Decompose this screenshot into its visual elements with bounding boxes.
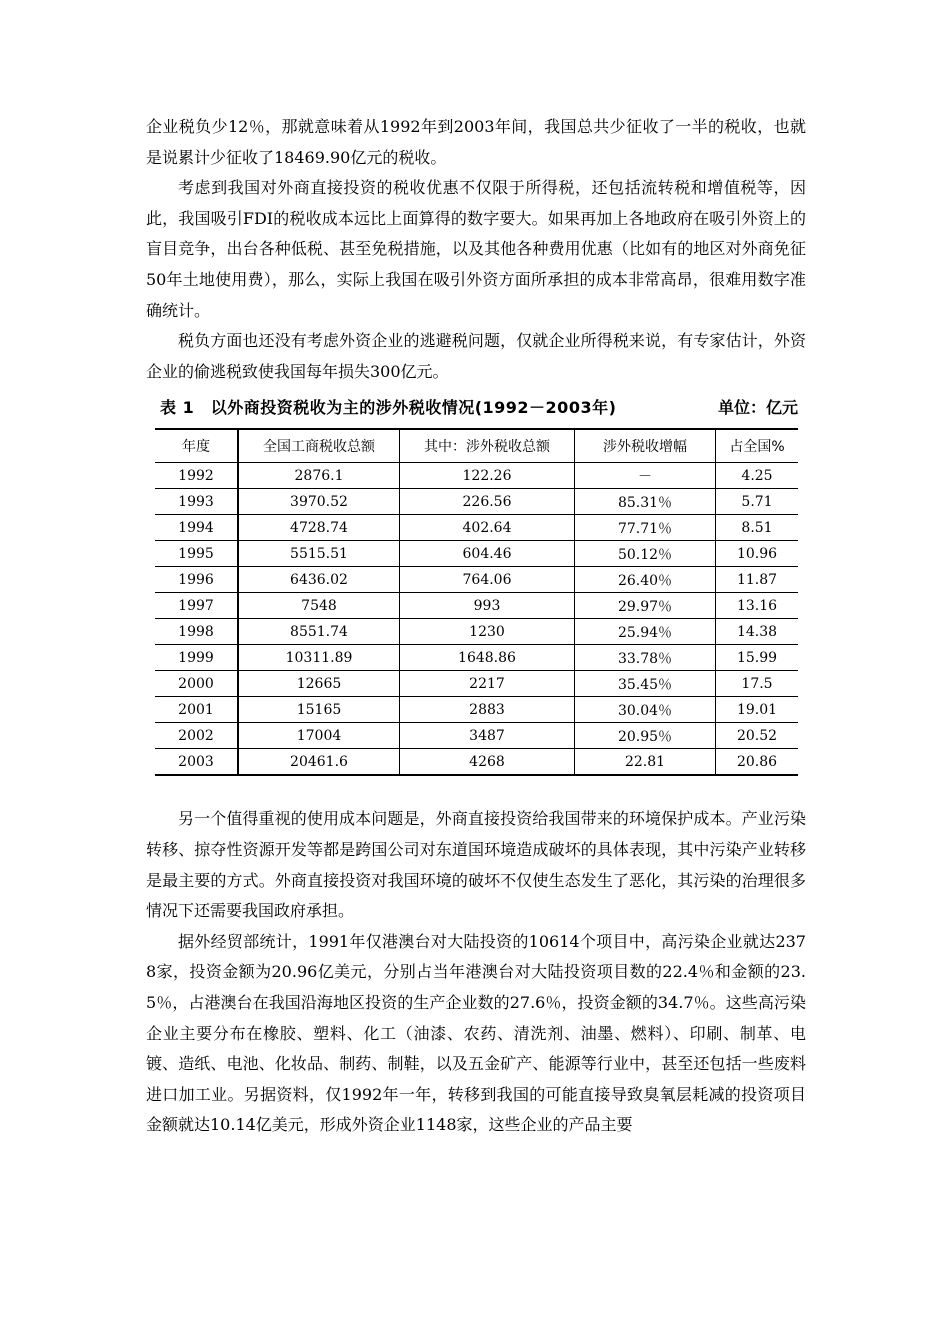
header-cell: 全国工商税收总额 [238,429,400,463]
table-cell: 35.45％ [575,671,716,697]
table-cell: 19.01 [716,697,799,723]
table-cell: 2883 [400,697,575,723]
table-cell: 3487 [400,723,575,749]
table-title: 表 1 以外商投资税收为主的涉外税收情况(1992－2003年) [160,398,617,418]
paragraph: 税负方面也还没有考虑外资企业的逃避税问题，仅就企业所得税来说，有专家估计，外资企业的偷逃税致使我国每年损失300亿元。 [146,331,806,381]
table-cell: 22.81 [575,749,716,776]
table-cell: 764.06 [400,567,575,593]
table-row [155,723,798,749]
table-cell: 30.04％ [575,697,716,723]
table-cell: 2217 [400,671,575,697]
header-cell: 年度 [155,429,238,463]
table-cell: 15.99 [716,645,799,671]
table-cell: 4728.74 [238,515,400,541]
table-cell: 2001 [155,697,238,723]
table-row [155,671,798,697]
table-cell: 226.56 [400,489,575,515]
table-cell: 17.5 [716,671,799,697]
body-text-before-table [146,112,806,387]
table-cell: 7548 [238,593,400,619]
table-cell: 2002 [155,723,238,749]
table-row [155,619,798,645]
table-caption [146,395,806,418]
table-cell: 20.52 [716,723,799,749]
table-cell: 77.71％ [575,515,716,541]
paragraph: 另一个值得重视的使用成本问题是，外商直接投资给我国带来的环境保护成本。产业污染转移、掠夺性资源开发等都是跨国公司对东道国环境造成破坏的具体表现，其中污染产业转移是最主要的方式。外商直接投资对我国环境的破坏不仅使生态发生了恶化，其污染的治理很多情况下还需要我国政府承担。 [146,809,806,921]
table-cell: 26.40％ [575,567,716,593]
table-cell: 122.26 [400,463,575,489]
table-row [155,567,798,593]
table-row [155,515,798,541]
table-cell: 1995 [155,541,238,567]
table-cell: 17004 [238,723,400,749]
header-cell: 涉外税收增幅 [575,429,716,463]
table-cell: 604.46 [400,541,575,567]
table-cell: 33.78％ [575,645,716,671]
table-row [155,489,798,515]
table-row [155,541,798,567]
table-cell: 8.51 [716,515,799,541]
table-row [155,749,798,776]
table-cell: 14.38 [716,619,799,645]
table-cell: 5515.51 [238,541,400,567]
table-cell: 6436.02 [238,567,400,593]
table-cell: 4.25 [716,463,799,489]
table-cell: 1994 [155,515,238,541]
table-cell: 1993 [155,489,238,515]
table-cell: 1992 [155,463,238,489]
body-text-after-table [146,804,806,1141]
table-cell: 11.87 [716,567,799,593]
table-cell: 1230 [400,619,575,645]
header-cell: 其中：涉外税收总额 [400,429,575,463]
tax-table [155,428,798,776]
table-cell: 85.31％ [575,489,716,515]
table-cell: 402.64 [400,515,575,541]
table-cell: 4268 [400,749,575,776]
table-cell: 5.71 [716,489,799,515]
table-cell: 15165 [238,697,400,723]
table-cell: 1998 [155,619,238,645]
table-cell: 993 [400,593,575,619]
paragraph: 考虑到我国对外商直接投资的税收优惠不仅限于所得税，还包括流转税和增值税等，因此，我国吸引FDI的税收成本远比上面算得的数字要大。如果再加上各地政府在吸引外资上的盲目竞争，出台各种低税、甚至免税措施，以及其他各种费用优惠（比如有的地区对外商免征50年土地使用费），那么，实际上我国在吸引外资方面所承担的成本非常高昂，很难用数字准确统计。 [146,178,806,320]
paragraph: 企业税负少12％，那就意味着从1992年到2003年间，我国总共少征收了一半的税收，也就是说累计少征收了18469.90亿元的税收。 [146,117,806,167]
table-cell: 2000 [155,671,238,697]
table-cell: 20.95％ [575,723,716,749]
table-cell: 1648.86 [400,645,575,671]
table-cell: 50.12％ [575,541,716,567]
table-cell: 2876.1 [238,463,400,489]
table-cell: 20461.6 [238,749,400,776]
table-cell: 1996 [155,567,238,593]
table-cell: － [575,463,716,489]
table-cell: 20.86 [716,749,799,776]
table-cell: 8551.74 [238,619,400,645]
table-cell: 10311.89 [238,645,400,671]
document-page [146,112,806,1141]
table-row [155,463,798,489]
table-cell: 13.16 [716,593,799,619]
paragraph: 据外经贸部统计，1991年仅港澳台对大陆投资的10614个项目中，高污染企业就达2378家，投资金额为20.96亿美元，分别占当年港澳台对大陆投资项目数的22.4％和金额的23.5％，占港澳台在我国沿海地区投资的生产企业数的27.6％，投资金额的34.7％。这些高污染企业主要分布在橡胶、塑料、化工（油漆、农药、清洗剂、油墨、燃料）、印刷、制革、电镀、造纸、电池、化妆品、制药、制鞋，以及五金矿产、能源等行业中，甚至还包括一些废料进口加工业。另据资料，仅1992年一年，转移到我国的可能直接导致臭氧层耗减的投资项目金额就达10.14亿美元，形成外资企业1148家，这些企业的产品主要 [146,931,806,1135]
table-row [155,645,798,671]
table-cell: 3970.52 [238,489,400,515]
table-cell: 29.97％ [575,593,716,619]
table-cell: 2003 [178,753,214,770]
table-cell: 12665 [238,671,400,697]
table-row [155,697,798,723]
table-cell: 10.96 [716,541,799,567]
table-cell: 1997 [155,593,238,619]
table-row [155,593,798,619]
table-unit: 单位：亿元 [717,398,798,418]
table-cell: 25.94％ [575,619,716,645]
table-cell: 1999 [155,645,238,671]
table-header-row [155,429,798,463]
header-cell: 占全国% [716,429,799,463]
